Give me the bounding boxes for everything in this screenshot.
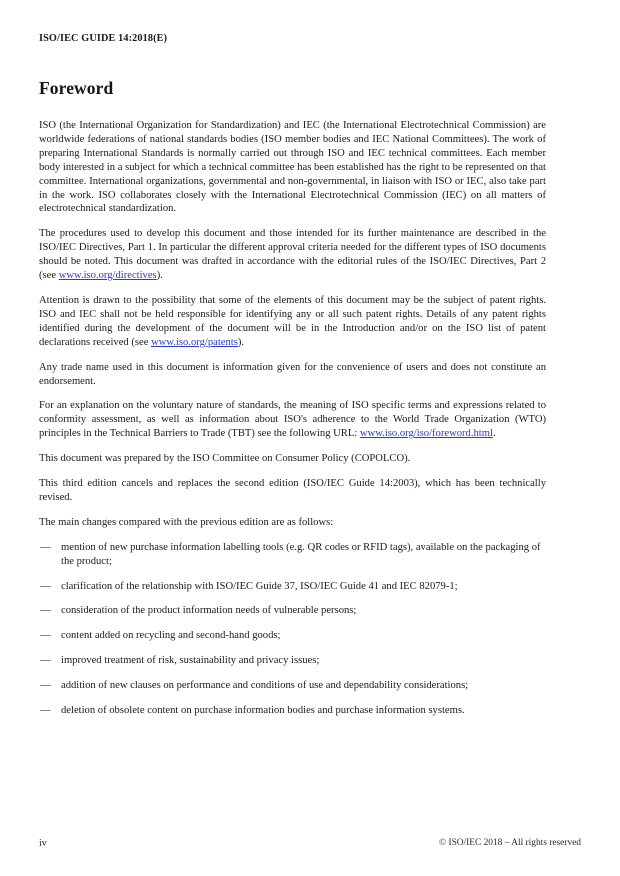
paragraph-text-before-link: Attention is drawn to the possibility that some of the elements of this document may be the subject of patent rights. ISO and IEC shall not be held responsible for identifying any or all such patent rights. Details of any patent rights identified during the development of the document will be in the Introduction and/or on the ISO list of patent declarations received (see bbox=[39, 294, 546, 348]
paragraph-patent-rights bbox=[39, 294, 546, 350]
list-item-label: clarification of the relationship with ISO/IEC Guide 37, ISO/IEC Guide 41 and IEC 82079-1; bbox=[61, 580, 458, 592]
em-dash-marker: — bbox=[40, 655, 51, 667]
paragraph-copolco bbox=[39, 452, 546, 466]
list-item-label: content added on recycling and second-hand goods; bbox=[61, 630, 281, 642]
em-dash-marker: — bbox=[40, 680, 51, 692]
link-iso-directives[interactable]: www.iso.org/directives bbox=[58, 270, 157, 282]
list-item-label: deletion of obsolete content on purchase information bodies and purchase information systems. bbox=[61, 705, 465, 717]
paragraph-text: The main changes compared with the previous edition are as follows: bbox=[39, 516, 334, 528]
paragraph-text-after-link: ). bbox=[237, 336, 245, 348]
list-item-label: improved treatment of risk, sustainability and privacy issues; bbox=[61, 655, 320, 667]
em-dash-marker: — bbox=[40, 630, 51, 642]
paragraph-iso-iec-description bbox=[39, 119, 546, 216]
list-item bbox=[39, 679, 546, 693]
paragraph-voluntary-nature bbox=[39, 399, 546, 441]
list-item-label: addition of new clauses on performance and conditions of use and dependability considerations; bbox=[61, 680, 469, 692]
footer-copyright-notice: © ISO/IEC 2018 – All rights reserved bbox=[438, 838, 581, 848]
document-running-header: ISO/IEC GUIDE 14:2018(E) bbox=[39, 33, 168, 44]
page-title: Foreword bbox=[39, 78, 114, 98]
em-dash-marker: — bbox=[40, 580, 51, 592]
paragraph-text-before-link: For an explanation on the voluntary nature of standards, the meaning of ISO specific terms and expressions related to conformity assessment, as well as information about ISO's adherence to the World Trade Organization (WTO) principles in the Technical Barriers to Trade (TBT) see the following URL: bbox=[39, 400, 546, 440]
link-iso-patents[interactable]: www.iso.org/patents bbox=[151, 336, 238, 348]
paragraph-trade-name bbox=[39, 361, 546, 389]
paragraph-third-edition bbox=[39, 477, 546, 505]
paragraph-text-after-link: ). bbox=[156, 270, 163, 282]
foreword-content bbox=[39, 78, 546, 729]
main-changes-list bbox=[39, 541, 546, 718]
list-item-label: consideration of the product information needs of vulnerable persons; bbox=[61, 605, 357, 617]
paragraph-text-after-link: . bbox=[492, 428, 496, 440]
list-item bbox=[39, 604, 546, 618]
em-dash-marker: — bbox=[40, 541, 51, 553]
footer-page-number: iv bbox=[39, 837, 47, 849]
paragraph-text: ISO (the International Organization for Standardization) and IEC (the International Electrotechnical Commission) are worldwide federations of national standards bodies (ISO member bodies and IEC National Committees). The work of preparing International Standards is normally carried out through ISO and IEC technical committees. Each member body interested in a subject for which a technical committee has been established has the right to be represented on that committee. International organizations, governmental and non-governmental, in liaison with ISO or IEC, also take part in the work. ISO collaborates closely with the International Electrotechnical Commission (IEC) on all matters of electrotechnical standardization. bbox=[39, 120, 546, 215]
em-dash-marker: — bbox=[40, 605, 51, 617]
link-iso-foreword[interactable]: www.iso.org/iso/foreword.html bbox=[359, 428, 493, 440]
list-item bbox=[39, 704, 546, 718]
list-item bbox=[39, 580, 546, 594]
list-item bbox=[39, 654, 546, 668]
list-item bbox=[39, 629, 546, 643]
paragraph-text: This third edition cancels and replaces the second edition (ISO/IEC Guide 14:2003), which has been technically revised. bbox=[39, 478, 546, 503]
paragraph-main-changes-intro bbox=[39, 516, 546, 530]
paragraph-procedures bbox=[39, 227, 546, 283]
page-footer bbox=[39, 836, 581, 850]
paragraph-text: This document was prepared by the ISO Committee on Consumer Policy (COPOLCO). bbox=[39, 453, 411, 465]
em-dash-marker: — bbox=[40, 705, 51, 717]
list-item bbox=[39, 541, 546, 569]
paragraph-text: Any trade name used in this document is information given for the convenience of users and does not constitute an endorsement. bbox=[39, 361, 546, 387]
paragraph-text-before-link: The procedures used to develop this document and those intended for its further maintenance are described in the ISO/IEC Directives, Part 1. In particular the different approval criteria needed for the different types of ISO documents should be noted. This document was drafted in accordance with the editorial rules of the ISO/IEC Directives, Part 2 (see bbox=[39, 228, 546, 282]
list-item-label: mention of new purchase information labelling tools (e.g. QR codes or RFID tags), available on the packaging of the product; bbox=[61, 541, 541, 567]
